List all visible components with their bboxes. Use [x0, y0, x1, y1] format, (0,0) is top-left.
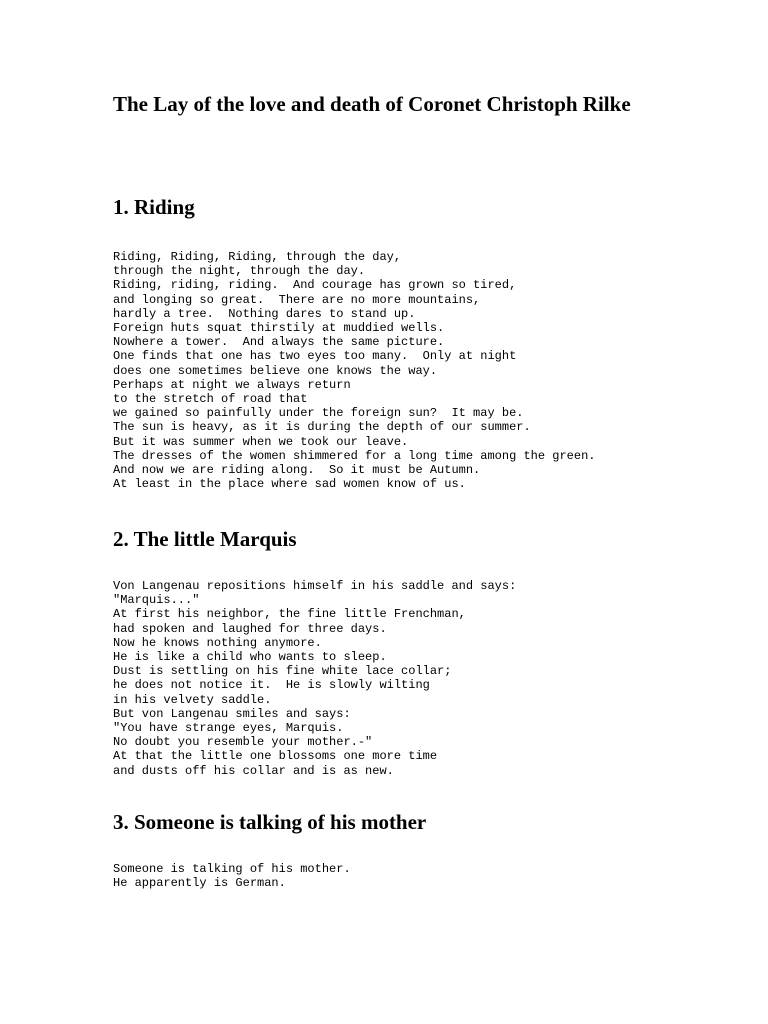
section-heading-talking-of-mother: 3. Someone is talking of his mother [113, 810, 427, 834]
section-heading-little-marquis: 2. The little Marquis [113, 527, 297, 551]
section-text-little-marquis: Von Langenau repositions himself in his saddle and says: "Marquis..." At first his neighbor, the fine little Frenchman, had spoken and laughed for three days. Now he knows nothing anymore. He is like a child who wants to sleep. Dust is settling on his fine white lace collar; he does not notice it. He is slowly wilting in his velvety saddle. But von Langenau smiles and says: "You have strange eyes, Marquis. No doubt you resemble your mother.-" At that the little one blossoms one more time and dusts off his collar and is as new. [113, 579, 517, 778]
section-heading-riding: 1. Riding [113, 195, 195, 219]
section-text-riding: Riding, Riding, Riding, through the day, through the night, through the day. Riding, riding, riding. And courage has grown so tired, and longing so great. There are no more mountains, hardly a tree. Nothing dares to stand up. Foreign huts squat thirstily at muddied wells. Nowhere a tower. And always the same picture. One finds that one has two eyes too many. Only at night does one sometimes believe one knows the way. Perhaps at night we always return to the stretch of road that we gained so painfully under the foreign sun? It may be. The sun is heavy, as it is during the depth of our summer. But it was summer when we took our leave. The dresses of the women shimmered for a long time among the green. And now we are riding along. So it must be Autumn. At least in the place where sad women know of us. [113, 250, 596, 492]
document-title: The Lay of the love and death of Coronet Christoph Rilke [113, 92, 631, 116]
section-text-talking-of-mother: Someone is talking of his mother. He apparently is German. [113, 862, 351, 891]
